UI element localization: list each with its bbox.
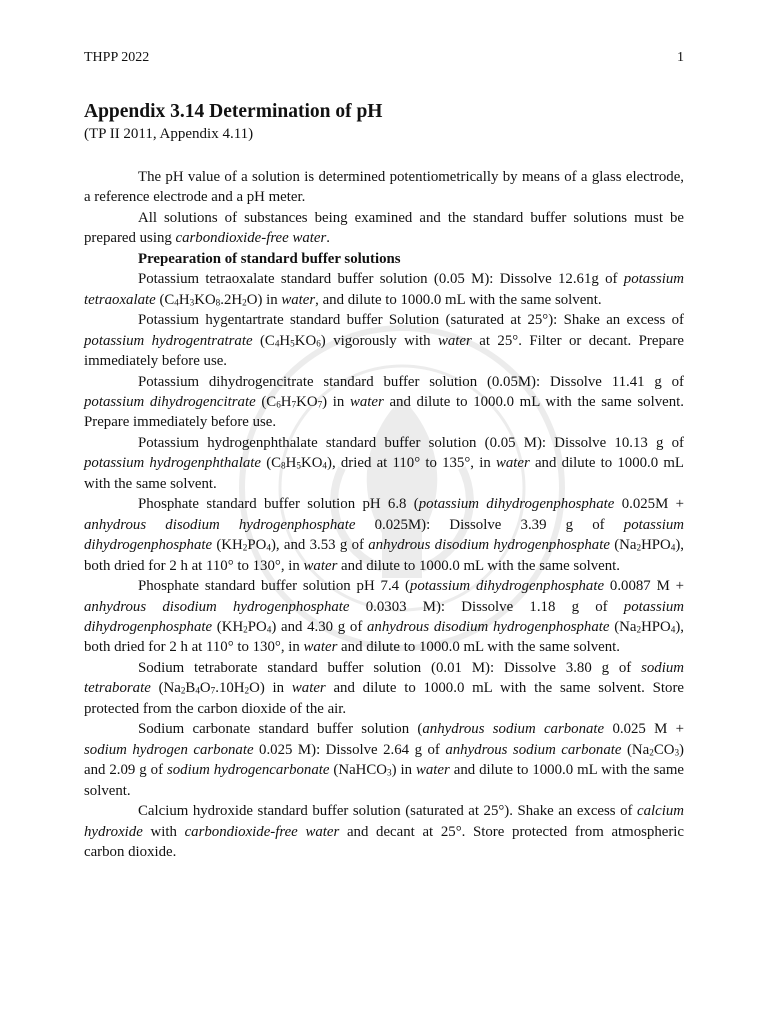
text-run: 0.0303 M): Dissolve 1.18 g of [349, 598, 624, 615]
italic-term: potassium dihydrogenphosphate [418, 496, 615, 513]
text-run: (Na [609, 618, 637, 635]
text-run: Phosphate standard buffer solution pH 7.4 ( [138, 578, 410, 595]
italic-term: potassium dihydrogencitrate [84, 393, 256, 410]
italic-term: sodium hydrogen carbonate [84, 741, 254, 758]
text-run: Sodium tetraborate standard buffer solution (0.01 M): Dissolve 3.80 g of [138, 659, 642, 676]
italic-term: anhydrous disodium hydrogenphosphate [84, 516, 356, 533]
text-run: (KH [212, 618, 244, 635]
text-run: (Na [150, 680, 181, 697]
italic-term: anhydrous disodium hydrogenphosphate [84, 598, 350, 615]
subscript: 2 [649, 747, 654, 758]
text-run: H [178, 291, 190, 308]
text-run: All solutions of substances being examined and the standard buffer solutions must be prepared using [84, 209, 684, 247]
text-run: KO [296, 393, 318, 410]
subscript: 2 [242, 542, 248, 553]
text-run: ), dried at 110° to 135°, in [327, 455, 496, 472]
subscript: 3 [387, 767, 392, 778]
italic-term: potassium hydrogentratrate [84, 332, 253, 349]
subscript: 2 [636, 624, 642, 635]
text-run: HPO [641, 537, 671, 554]
italic-term: water [495, 455, 530, 472]
text-run: and dilute to 1000.0 mL with the same solvent. Prepare immediately before use. [84, 393, 684, 431]
text-run: 0.025 M + [604, 721, 684, 738]
italic-term: water [303, 639, 338, 656]
subscript: 5 [296, 461, 301, 471]
subscript: 2 [180, 685, 186, 696]
paragraph-phosphate-6-8 [84, 494, 684, 576]
text-run: Potassium hydrogenphthalate standard buffer solution (0.05 M): Dissolve 10.13 g of [138, 434, 684, 451]
paragraph-tetraoxalate [84, 269, 684, 310]
text-run: Potassium tetraoxalate standard buffer solution (0.05 M): Dissolve 12.61g of [138, 271, 624, 288]
text-run: (NaHCO [329, 762, 388, 779]
paragraph-phosphate-7-4 [84, 576, 684, 658]
section-heading [84, 249, 684, 269]
page-subtitle: (TP II 2011, Appendix 4.11) [84, 126, 254, 142]
paragraph-hygentartrate [84, 310, 684, 371]
italic-term: water [303, 557, 338, 574]
text-run: 0.025 M): Dissolve 2.64 g of [253, 741, 446, 758]
text-run: Calcium hydroxide standard buffer solution (saturated at 25°). Shake an excess of [138, 803, 637, 820]
text-run: Prepearation of standard buffer solutions [138, 250, 401, 267]
text-run: KO [194, 291, 216, 308]
italic-term: potassium dihydrogenphosphate [409, 578, 605, 595]
italic-term: anhydrous disodium hydrogenphosphate [368, 537, 610, 554]
paragraph-intro-1 [84, 167, 684, 208]
subscript: 4 [670, 624, 676, 635]
text-run: O) in [246, 291, 282, 308]
text-run: CO [653, 741, 675, 758]
text-run: ) vigorously with [320, 332, 438, 349]
italic-term: potassium dihydrogenphosphate [84, 516, 684, 554]
text-run: The pH value of a solution is determined potentiometrically by means of a glass electrode, a reference electrode and a pH meter. [84, 169, 684, 206]
subscript: 7 [291, 399, 297, 410]
italic-term: anhydrous sodium carbonate [445, 741, 622, 758]
text-run: ), both dried for 2 h at 110° to 130°, in [84, 618, 685, 656]
text-run: O [199, 680, 211, 697]
subscript: 4 [266, 624, 272, 635]
document-body [84, 167, 684, 862]
subscript: 7 [317, 399, 323, 410]
italic-term: water [291, 680, 326, 697]
text-run: ) in [322, 393, 350, 410]
text-run: HPO [641, 618, 671, 635]
text-run: H [285, 455, 297, 472]
text-run: Potassium dihydrogencitrate standard buffer solution (0.05M): Dissolve 11.41 g of [138, 373, 684, 390]
paragraph-hydrogenphthalate [84, 433, 684, 494]
italic-term: anhydrous disodium hydrogenphosphate [367, 618, 610, 635]
italic-term: potassium hydrogenphthalate [84, 455, 261, 472]
italic-term: carbondioxide-free water [184, 823, 340, 840]
text-run: 0.0087 M + [604, 578, 684, 595]
italic-term: potassium tetraoxalate [84, 271, 684, 308]
text-run: H [280, 393, 292, 410]
page-title: Appendix 3.14 Determination of pH [84, 101, 383, 122]
text-run: H [279, 332, 291, 349]
italic-term: carbondioxide-free water [175, 230, 327, 247]
text-run: and decant at 25°. Store protected from atmospheric carbon dioxide. [84, 823, 684, 860]
text-run: , and dilute to 1000.0 mL with the same solvent. [315, 291, 602, 308]
italic-term: water [349, 393, 384, 410]
subscript: 2 [243, 624, 248, 635]
subscript: 6 [276, 399, 281, 410]
text-run: ), both dried for 2 h at 110° to 130°, in [84, 537, 685, 574]
subscript: 5 [290, 338, 295, 349]
subscript: 4 [195, 685, 200, 696]
subscript: 2 [242, 297, 247, 308]
text-run: with [142, 823, 185, 840]
text-run: ), and 3.53 g of [270, 537, 369, 554]
paragraph-dihydrogencitrate [84, 372, 684, 433]
text-run: PO [247, 618, 267, 635]
italic-term: potassium dihydrogenphosphate [84, 598, 685, 635]
text-run: KO [294, 332, 317, 349]
text-run: at 25°. Filter or decant. Prepare immediately before use. [84, 332, 684, 370]
text-run: .2H [220, 291, 243, 308]
text-run: (KH [212, 537, 243, 554]
text-run: . [326, 230, 330, 247]
subscript: 7 [210, 685, 216, 696]
text-run: ) in [391, 762, 416, 779]
page-number: 1 [677, 50, 684, 65]
text-run: (Na [621, 741, 650, 758]
text-run: PO [247, 537, 267, 554]
paragraph-carbonate [84, 719, 684, 801]
subscript: 4 [274, 338, 280, 349]
italic-term: water [281, 291, 316, 308]
text-run: (Na [609, 537, 637, 554]
paragraph-calcium-hydroxide [84, 801, 684, 862]
subscript: 2 [636, 542, 642, 553]
italic-term: anhydrous sodium carbonate [422, 721, 605, 738]
page-header [84, 50, 684, 66]
paragraph-intro-2 [84, 208, 684, 249]
text-run: Potassium hygentartrate standard buffer Solution (saturated at 25°): Shake an excess of [138, 312, 684, 329]
italic-term: water [437, 332, 472, 349]
italic-term: sodium tetraborate [84, 659, 684, 697]
subscript: 8 [281, 461, 286, 471]
text-run: and dilute to 1000.0 mL with the same solvent. [84, 455, 684, 492]
text-run: Phosphate standard buffer solution pH 6.8 ( [138, 496, 419, 513]
text-run: and dilute to 1000.0 mL with the same solvent. Store protected from the carbon dioxide of the air. [84, 680, 684, 717]
text-run: 0.025M + [614, 496, 685, 513]
text-run: (C [255, 393, 277, 410]
subscript: 3 [674, 747, 680, 758]
text-run: Sodium carbonate standard buffer solution ( [138, 721, 423, 738]
text-run: KO [300, 455, 323, 472]
subscript: 4 [174, 297, 179, 308]
text-run: (C [252, 332, 275, 349]
paragraph-tetraborate [84, 658, 684, 719]
text-run: O) in [249, 680, 292, 697]
text-run: and dilute to 1000.0 mL with the same solvent. [337, 557, 621, 574]
text-run: B [185, 680, 196, 697]
italic-term: sodium hydrogencarbonate [166, 762, 330, 779]
subscript: 8 [215, 297, 221, 308]
text-run: and dilute to 1000.0 mL with the same solvent. [84, 762, 684, 799]
text-run: ) and 2.09 g of [84, 741, 684, 779]
text-run: (C [155, 291, 175, 308]
subscript: 4 [322, 461, 328, 471]
text-run: ) and 4.30 g of [271, 618, 367, 635]
subscript: 3 [189, 297, 195, 308]
header-text: THPP 2022 [84, 50, 150, 65]
text-run: (C [261, 455, 282, 472]
text-run: and dilute to 1000.0 mL with the same solvent. [337, 639, 621, 656]
italic-term: water [415, 762, 450, 779]
subscript: 4 [266, 542, 271, 553]
subscript: 2 [244, 685, 250, 696]
subscript: 6 [316, 338, 321, 349]
subscript: 4 [670, 542, 676, 553]
italic-term: calcium hydroxide [84, 803, 684, 840]
text-run: .10H [215, 680, 245, 697]
text-run: 0.025M): Dissolve 3.39 g of [355, 516, 624, 533]
